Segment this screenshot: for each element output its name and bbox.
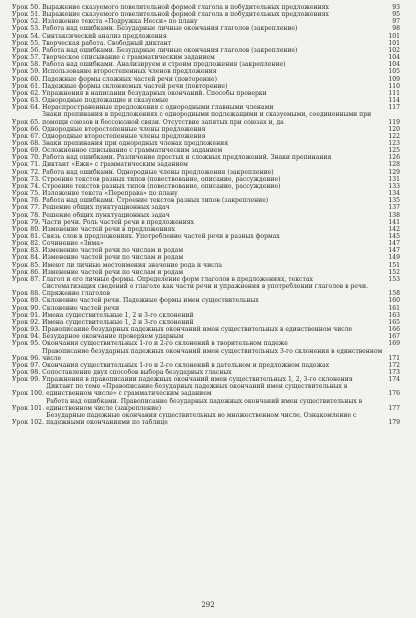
toc-entry xyxy=(12,54,400,61)
toc-entry xyxy=(12,233,400,240)
toc-entry xyxy=(12,190,400,197)
toc-entry xyxy=(12,398,400,412)
page-ref: 153 xyxy=(388,275,400,283)
lesson-number: Урок 70. xyxy=(12,154,41,162)
lesson-title: Знаки препинания при однородных членах предложения xyxy=(42,139,229,147)
lesson-title: Падежные формы склоняемых частей речи (повторение) xyxy=(42,82,228,90)
lesson-title: Склонение частей речи. Падежные формы имен существительных xyxy=(42,297,259,305)
lesson-title: Упражнения в написании безударных окончаний. Способы проверки xyxy=(42,89,267,97)
toc-entry xyxy=(12,140,400,147)
page-ref: 95 xyxy=(392,11,400,19)
page-ref: 149 xyxy=(388,254,400,262)
lesson-number: Урок 73. xyxy=(12,175,41,183)
lesson-number: Урок 85. xyxy=(12,261,41,269)
lesson-number: Урок 102. xyxy=(12,419,45,427)
toc-entry xyxy=(12,104,400,111)
lesson-number: Урок 97. xyxy=(12,361,41,369)
lesson-title: Однородные второстепенные члены предложения xyxy=(42,132,206,140)
toc-entry xyxy=(12,83,400,90)
page-ref: 147 xyxy=(388,247,400,255)
lesson-number: Урок 74. xyxy=(12,182,41,190)
lesson-number: Урок 87. xyxy=(12,275,41,283)
page-ref: 160 xyxy=(388,297,400,305)
page-ref: 109 xyxy=(388,75,400,83)
lesson-title: Строение текстов разных типов (повествование, описание, рассуждение) xyxy=(42,175,281,183)
lesson-number: Урок 76. xyxy=(12,197,41,205)
lesson-number: Урок 80. xyxy=(12,225,41,233)
lesson-number: Урок 56. xyxy=(12,46,41,54)
toc-entry xyxy=(12,254,400,261)
lesson-number: Урок 72. xyxy=(12,168,41,176)
lesson-number: Урок 75. xyxy=(12,190,41,198)
lesson-title: Безударные падежные окончания существительных во множественном числе. Ознакомление с падежными окончаниями по таблице xyxy=(46,411,357,427)
lesson-number: Урок 84. xyxy=(12,254,41,262)
page-ref: 172 xyxy=(388,361,400,369)
lesson-number: Урок 65. xyxy=(12,118,41,126)
lesson-title: Использование второстепенных членов предложения xyxy=(42,68,217,76)
toc-entry xyxy=(12,219,400,226)
toc-entry xyxy=(12,283,400,297)
page-ref: 169 xyxy=(388,340,400,348)
page-ref: 135 xyxy=(388,197,400,205)
toc-entry xyxy=(12,126,400,133)
page-ref: 114 xyxy=(388,97,400,105)
lesson-title: Изменение частей речи по числам и родам xyxy=(42,254,184,262)
lesson-title: Правописание безударных падежных окончаний имен существительных 3-го склонения в единственном числе xyxy=(42,347,383,362)
lesson-number: Урок 66. xyxy=(12,125,41,133)
toc-entry xyxy=(12,161,400,168)
page-ref: 133 xyxy=(388,182,400,190)
lesson-title: Имена существительные 1, 2 и 3-го склонений xyxy=(42,311,194,319)
lesson-title: Сочинение «Зима» xyxy=(42,240,104,248)
page-ref: 110 xyxy=(388,82,400,90)
lesson-title: Изложение текста «Подружка Несси» по плану xyxy=(42,18,198,26)
lesson-number: Урок 82. xyxy=(12,240,41,248)
lesson-title: Сопоставление двух способов выбора безударных гласных xyxy=(42,368,232,376)
page-ref: 152 xyxy=(388,268,400,276)
lesson-number: Урок 63. xyxy=(12,97,41,105)
lesson-number: Урок 79. xyxy=(12,218,41,226)
toc-entry xyxy=(12,176,400,183)
lesson-title: Склонение частей речи xyxy=(42,304,120,312)
lesson-title: Выражение сказуемого повелительной формой глагола в побудительных предложениях xyxy=(42,11,329,19)
lesson-number: Урок 54. xyxy=(12,32,41,40)
toc-entry xyxy=(12,247,400,254)
toc-entry xyxy=(12,61,400,68)
lesson-number: Урок 89. xyxy=(12,297,41,305)
lesson-number: Урок 95. xyxy=(12,340,41,348)
toc-entry xyxy=(12,319,400,326)
page-number: 292 xyxy=(201,601,215,609)
lesson-title: Работа над ошибками. Правописание безударных падежных окончаний имен существительных в единственном числе (закрепление) xyxy=(46,397,363,412)
lesson-title: Выражение сказуемого повелительной формой глагола в побудительных предложениях xyxy=(42,4,329,11)
lesson-title: Окончания существительных 1-го и 2-го склонений в дательном и предложном падежах xyxy=(42,361,330,369)
lesson-number: Урок 100. xyxy=(12,390,45,398)
lesson-number: Урок 96. xyxy=(12,354,41,362)
toc-entry xyxy=(12,383,400,397)
page-ref: 134 xyxy=(388,190,400,198)
page-ref: 102 xyxy=(388,46,400,54)
page-ref: 166 xyxy=(388,326,400,334)
page-ref: 173 xyxy=(388,368,400,376)
lesson-title: Правописание безударных падежных окончаний имен существительных в единственном числе xyxy=(42,326,353,334)
table-of-contents xyxy=(12,4,400,426)
toc-entry xyxy=(12,183,400,190)
lesson-title: Упражнения в правописании падежных окончаний имен существительных 1, 2, 3-го склонения xyxy=(42,376,353,384)
toc-entry xyxy=(12,276,400,283)
toc-entry xyxy=(12,312,400,319)
lesson-number: Урок 92. xyxy=(12,318,41,326)
lesson-title: Синтаксический анализ предложения xyxy=(42,32,167,40)
lesson-title: Строение текстов разных типов (повествование, описание, рассуждение) xyxy=(42,182,281,190)
page-ref: 125 xyxy=(388,147,400,155)
page-ref: 128 xyxy=(388,161,400,169)
lesson-title: Глагол и его личные формы. Определение форм глаголов в предложениях, текстах xyxy=(42,275,313,283)
toc-entry xyxy=(12,111,400,125)
toc-entry xyxy=(12,340,400,347)
lesson-title: Работа над ошибками. Безударные личные окончания глаголов (закрепление) xyxy=(42,25,298,33)
toc-entry xyxy=(12,154,400,161)
lesson-title: Однородные второстепенные члены предложения xyxy=(42,125,206,133)
toc-entry xyxy=(12,47,400,54)
lesson-title: Изменение частей речи по числам и родам xyxy=(42,268,184,276)
toc-entry xyxy=(12,262,400,269)
toc-entry xyxy=(12,11,400,18)
page-ref: 176 xyxy=(388,390,400,398)
lesson-number: Урок 57. xyxy=(12,54,41,62)
lesson-title: Творческое списывание с грамматическим заданием xyxy=(42,54,215,62)
toc-entry xyxy=(12,97,400,104)
lesson-number: Урок 91. xyxy=(12,311,41,319)
lesson-title: Осложненное списывание с грамматическим заданием xyxy=(42,147,223,155)
page-ref: 101 xyxy=(388,39,400,47)
lesson-number: Урок 83. xyxy=(12,247,41,255)
toc-entry xyxy=(12,369,400,376)
toc-entry xyxy=(12,297,400,304)
lesson-number: Урок 58. xyxy=(12,61,41,69)
lesson-title: Систематизация сведений о глаголе как части речи и упражнения в употреблении глаголов в речи. Спряжение глаголов xyxy=(42,283,369,298)
page-ref: 171 xyxy=(388,354,400,362)
toc-entry xyxy=(12,76,400,83)
page-ref: 129 xyxy=(388,168,400,176)
toc-entry xyxy=(12,412,400,426)
page-ref: 97 xyxy=(392,18,400,26)
page-ref: 142 xyxy=(388,225,400,233)
lesson-title: Падежные формы сложных частей речи (повторение) xyxy=(42,75,218,83)
lesson-title: Решение общих пунктуационных задач xyxy=(42,211,170,219)
page-ref: 161 xyxy=(388,304,400,312)
page-ref: 126 xyxy=(388,154,400,162)
page-ref: 119 xyxy=(388,118,400,126)
toc-entry xyxy=(12,169,400,176)
page-ref: 111 xyxy=(388,89,400,97)
toc-entry xyxy=(12,269,400,276)
page-ref: 177 xyxy=(388,404,400,412)
lesson-number: Урок 55. xyxy=(12,39,41,47)
lesson-number: Урок 98. xyxy=(12,368,41,376)
lesson-title: Безударное окончание проверяем ударным xyxy=(42,333,184,341)
toc-entry xyxy=(12,376,400,383)
lesson-number: Урок 69. xyxy=(12,147,41,155)
lesson-title: Работа над ошибками. Различение простых и сложных предложений. Знаки препинания xyxy=(42,154,332,162)
toc-entry xyxy=(12,362,400,369)
toc-entry xyxy=(12,212,400,219)
lesson-title: Диктант «Ежи» с грамматическим заданием xyxy=(42,161,188,169)
lesson-title: Имена существительные 1, 2 и 3-го склонений xyxy=(42,318,194,326)
lesson-title: Однородные подлежащие и сказуемые xyxy=(42,97,169,105)
lesson-number: Урок 53. xyxy=(12,25,41,33)
lesson-title: Работа над ошибками. Анализируем и строим предложения (закрепление) xyxy=(42,61,286,69)
lesson-number: Урок 77. xyxy=(12,204,41,212)
toc-entry xyxy=(12,133,400,140)
lesson-number: Урок 50. xyxy=(12,4,41,11)
toc-entry xyxy=(12,348,400,362)
page-ref: 104 xyxy=(388,61,400,69)
lesson-title: Работа над ошибками. Безударные личные окончания глаголов (закрепление) xyxy=(42,46,298,54)
page-ref: 179 xyxy=(388,419,400,427)
lesson-title: Работа над ошибками. Однородные члены предложения (закрепление) xyxy=(42,168,274,176)
page-ref: 137 xyxy=(388,204,400,212)
lesson-title: Решение общих пунктуационных задач xyxy=(42,204,170,212)
page-ref: 105 xyxy=(388,68,400,76)
lesson-title: Работа над ошибками. Строение текстов разных типов (закрепление) xyxy=(42,197,269,205)
page-ref: 167 xyxy=(388,333,400,341)
lesson-number: Урок 94. xyxy=(12,333,41,341)
lesson-number: Урок 86. xyxy=(12,268,41,276)
lesson-number: Урок 51. xyxy=(12,11,41,19)
page-ref: 122 xyxy=(388,132,400,140)
lesson-number: Урок 60. xyxy=(12,75,41,83)
page-ref: 145 xyxy=(388,233,400,240)
lesson-number: Урок 90. xyxy=(12,304,41,312)
page-ref: 174 xyxy=(388,376,400,384)
page-ref: 98 xyxy=(392,25,400,33)
lesson-title: Окончания существительных 1-го и 2-го склонений в творительном падеже xyxy=(42,340,288,348)
lesson-title: Нераспространенные предложения с однородными главными членами xyxy=(42,104,274,112)
lesson-number: Урок 52. xyxy=(12,18,41,26)
page-ref: 158 xyxy=(388,290,400,298)
lesson-title: Изменение частей речи по числам и родам xyxy=(42,247,184,255)
lesson-number: Урок 101. xyxy=(12,404,45,412)
page-ref: 141 xyxy=(388,218,400,226)
page-ref: 104 xyxy=(388,54,400,62)
page-ref: 147 xyxy=(388,240,400,248)
lesson-number: Урок 64. xyxy=(12,104,41,112)
toc-entry xyxy=(12,333,400,340)
lesson-number: Урок 68. xyxy=(12,139,41,147)
page-ref: 120 xyxy=(388,125,400,133)
lesson-title: Диктант по теме «Правописание безударных падежных окончаний имен существительных в единственном числе» с грамматическим заданием xyxy=(46,383,348,398)
lesson-number: Урок 88. xyxy=(12,290,41,298)
page-ref: 117 xyxy=(388,104,400,112)
toc-entry xyxy=(12,25,400,32)
lesson-number: Урок 59. xyxy=(12,68,41,76)
toc-entry xyxy=(12,305,400,312)
page-ref: 93 xyxy=(392,4,400,11)
lesson-number: Урок 99. xyxy=(12,376,41,384)
toc-entry xyxy=(12,68,400,75)
lesson-number: Урок 61. xyxy=(12,82,41,90)
lesson-title: Изменение частей речи в предложениях xyxy=(42,225,175,233)
lesson-title: Имеют ли личные местоимения значение рода и числа xyxy=(42,261,223,269)
toc-entry xyxy=(12,326,400,333)
page-ref: 151 xyxy=(388,261,400,269)
page-ref: 123 xyxy=(388,139,400,147)
lesson-number: Урок 81. xyxy=(12,233,41,240)
toc-entry xyxy=(12,204,400,211)
lesson-title: Части речи. Роль частей речи в предложениях xyxy=(42,218,195,226)
toc-entry xyxy=(12,226,400,233)
lesson-number: Урок 78. xyxy=(12,211,41,219)
page-ref: 101 xyxy=(388,32,400,40)
lesson-title: Знаки препинания в предложениях с однородными подлежащими и сказуемыми, соединенными при помощи союзов и бессоюзной связи. Отсутствие запятых при союзах и, да xyxy=(42,111,372,126)
toc-entry xyxy=(12,4,400,11)
page-ref: 165 xyxy=(388,318,400,326)
toc-entry xyxy=(12,147,400,154)
toc-entry xyxy=(12,90,400,97)
lesson-title: Изложение текста «Переправа» по плану xyxy=(42,190,178,198)
toc-entry xyxy=(12,40,400,47)
lesson-number: Урок 71. xyxy=(12,161,41,169)
toc-entry xyxy=(12,240,400,247)
lesson-number: Урок 62. xyxy=(12,89,41,97)
toc-entry xyxy=(12,197,400,204)
page-ref: 131 xyxy=(388,175,400,183)
toc-entry xyxy=(12,33,400,40)
lesson-number: Урок 67. xyxy=(12,132,41,140)
toc-entry xyxy=(12,18,400,25)
lesson-number: Урок 93. xyxy=(12,326,41,334)
page-ref: 138 xyxy=(388,211,400,219)
lesson-title: Творческая работа. Свободный диктант xyxy=(42,39,172,47)
lesson-title: Связь слов в предложениях. Употребление частей речи в разных формах xyxy=(42,233,280,240)
page-ref: 163 xyxy=(388,311,400,319)
